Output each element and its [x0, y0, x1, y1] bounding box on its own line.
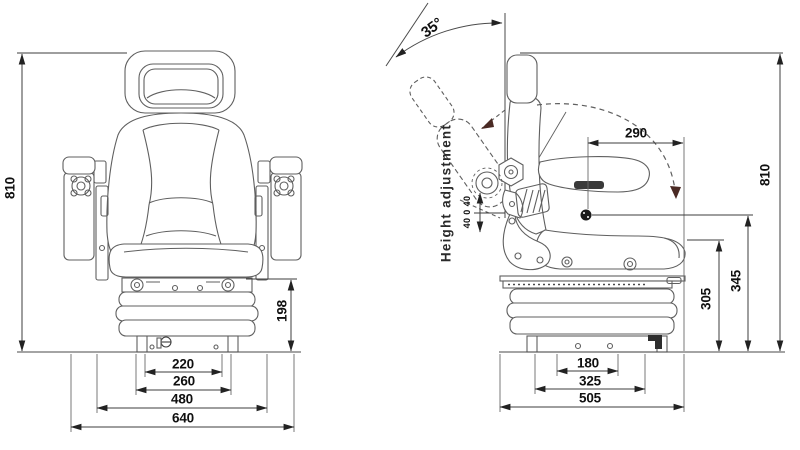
dim-label-backrest-angle: 35° [418, 14, 446, 42]
front-headrest [125, 51, 235, 113]
dim-label-front-height: 810 [2, 177, 18, 199]
armrest-grip [574, 181, 604, 189]
side-cushion [536, 230, 685, 269]
side-bellows [507, 289, 677, 334]
recline-direction-arrow [481, 118, 494, 129]
height-adjustment-label: Height adjustment [438, 123, 454, 263]
dim-label-side-depth-505: 505 [579, 390, 601, 406]
front-mounting-plate [122, 278, 252, 292]
adjustment-range-label: 40 0 40 [462, 195, 472, 229]
dim-label-front-width-220: 220 [172, 356, 194, 372]
side-view-drawing [386, 3, 685, 352]
side-armrest [538, 157, 649, 192]
dim-label-side-height: 810 [757, 164, 773, 186]
front-bellows [116, 292, 258, 336]
dim-label-front-susp-height: 198 [274, 300, 290, 322]
side-headrest [507, 55, 537, 103]
side-slide-rail [500, 276, 685, 288]
dim-label-seat-height: 305 [698, 288, 714, 310]
dim-label-front-width-640: 640 [172, 410, 194, 426]
front-base [137, 336, 238, 352]
dim-label-front-width-480: 480 [171, 391, 193, 407]
side-base [527, 335, 667, 352]
dim-label-armrest-height: 345 [728, 270, 744, 292]
dim-label-armrest-length: 290 [625, 125, 647, 141]
front-view-drawing [63, 51, 302, 352]
dim-label-side-depth-180: 180 [577, 355, 599, 371]
dim-label-side-depth-325: 325 [579, 373, 601, 389]
front-cushion [109, 244, 263, 277]
armrest-pivot-bolt [581, 210, 592, 221]
dim-label-front-width-260: 260 [173, 373, 195, 389]
fold-direction-arrow [670, 186, 681, 199]
